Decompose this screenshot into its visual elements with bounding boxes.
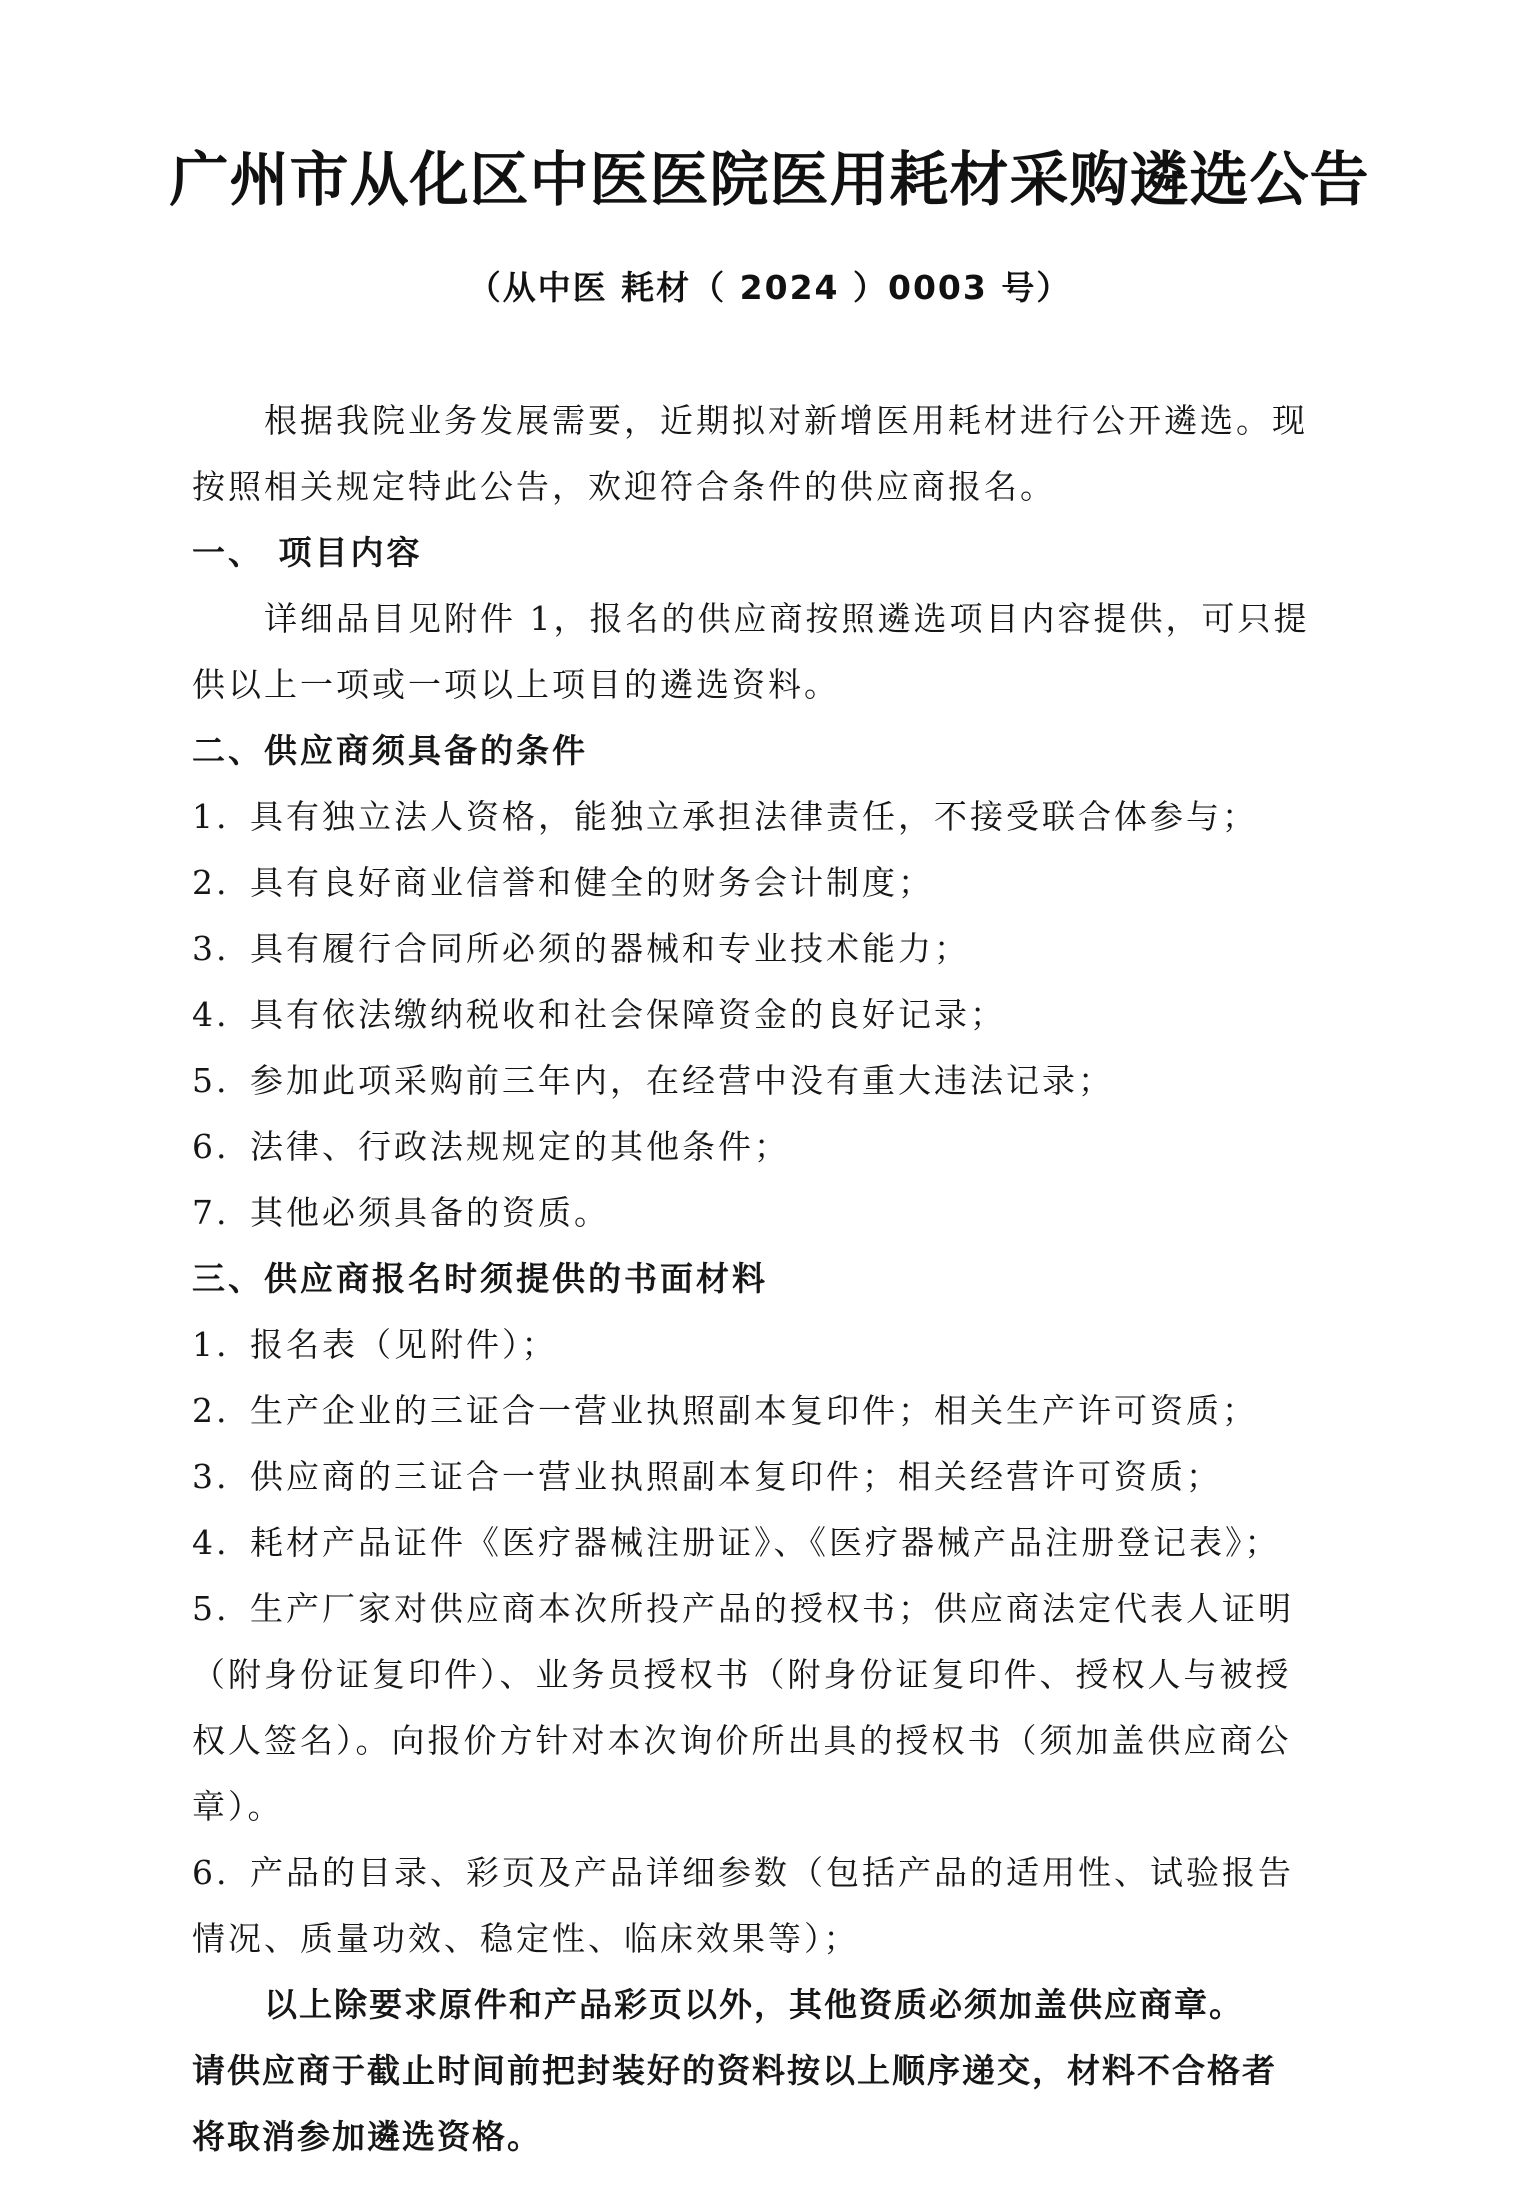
list-item-text: 其他必须具备的资质。 <box>250 1193 610 1232</box>
section-heading-conditions: 二、供应商须具备的条件 <box>192 731 588 770</box>
closing-note: 请供应商于截止时间前把封装好的资料按以上顺序递交，材料不合格者 <box>192 2051 1277 2090</box>
list-item-text: 法律、行政法规规定的其他条件； <box>250 1127 790 1166</box>
list-item-number: 2. <box>192 863 230 902</box>
list-item-number: 6. <box>192 1853 230 1892</box>
section-heading-project: 一、 项目内容 <box>192 533 423 572</box>
closing-note: 将取消参加遴选资格。 <box>192 2117 542 2156</box>
list-item-number: 7. <box>192 1193 230 1232</box>
list-item-text: 参加此项采购前三年内，在经营中没有重大违法记录； <box>250 1061 1114 1100</box>
list-item-text: 具有独立法人资格，能独立承担法律责任，不接受联合体参与； <box>250 797 1258 836</box>
list-item <box>192 1840 1410 1906</box>
list-item-continuation: 权人签名）。向报价方针对本次询价所出具的授权书（须加盖供应商公 <box>192 1721 1292 1760</box>
list-item-text: 报名表（见附件）； <box>250 1325 558 1364</box>
list-item-text: 生产企业的三证合一营业执照副本复印件；相关生产许可资质； <box>250 1391 1258 1430</box>
list-item-continuation: 情况、质量功效、稳定性、临床效果等）； <box>192 1919 860 1958</box>
list-item-number: 5. <box>192 1061 230 1100</box>
list-item <box>192 916 1410 982</box>
list-item <box>192 1510 1410 1576</box>
document-number: （从中医 耗材（ 2024 ）0003 号） <box>467 268 1072 307</box>
list-item-text: 供应商的三证合一营业执照副本复印件；相关经营许可资质； <box>250 1457 1222 1496</box>
list-item-text: 耗材产品证件《医疗器械注册证》、《医疗器械产品注册登记表》； <box>250 1523 1281 1562</box>
list-item <box>192 1576 1410 1642</box>
list-item-number: 1. <box>192 797 230 836</box>
list-item-text: 具有依法缴纳税收和社会保障资金的良好记录； <box>250 995 1006 1034</box>
list-item-continuation: （附身份证复印件）、业务员授权书（附身份证复印件、授权人与被授 <box>192 1655 1292 1694</box>
list-item <box>192 982 1410 1048</box>
section-heading-materials: 三、供应商报名时须提供的书面材料 <box>192 1259 768 1298</box>
list-item-number: 6. <box>192 1127 230 1166</box>
intro-line: 按照相关规定特此公告，欢迎符合条件的供应商报名。 <box>192 467 1056 506</box>
list-item-number: 4. <box>192 1523 230 1562</box>
list-item <box>192 1312 1410 1378</box>
list-item-text: 具有良好商业信誉和健全的财务会计制度； <box>250 863 934 902</box>
list-item <box>192 1444 1410 1510</box>
document-title: 广州市从化区中医医院医用耗材采购遴选公告 <box>169 145 1370 214</box>
list-item-continuation: 章）。 <box>192 1787 284 1826</box>
list-item-text: 具有履行合同所必须的器械和专业技术能力； <box>250 929 970 968</box>
list-item <box>192 1114 1410 1180</box>
list-item <box>192 1378 1410 1444</box>
list-item-text: 生产厂家对供应商本次所投产品的授权书；供应商法定代表人证明 <box>250 1589 1294 1628</box>
list-item <box>192 1180 1410 1246</box>
list-item <box>192 1048 1410 1114</box>
section-text: 供以上一项或一项以上项目的遴选资料。 <box>192 665 840 704</box>
list-item <box>192 850 1410 916</box>
list-item-number: 3. <box>192 929 230 968</box>
list-item-number: 2. <box>192 1391 230 1430</box>
list-item <box>192 784 1410 850</box>
document-body <box>192 388 1410 2170</box>
list-item-number: 4. <box>192 995 230 1034</box>
list-item-number: 1. <box>192 1325 230 1364</box>
list-item-number: 5. <box>192 1589 230 1628</box>
section-text: 详细品目见附件 1，报名的供应商按照遴选项目内容提供，可只提 <box>264 599 1310 638</box>
list-item-text: 产品的目录、彩页及产品详细参数（包括产品的适用性、试验报告 <box>250 1853 1294 1892</box>
closing-note: 以上除要求原件和产品彩页以外，其他资质必须加盖供应商章。 <box>264 1985 1244 2024</box>
list-item-number: 3. <box>192 1457 230 1496</box>
intro-line: 根据我院业务发展需要，近期拟对新增医用耗材进行公开遴选。现 <box>264 401 1308 440</box>
